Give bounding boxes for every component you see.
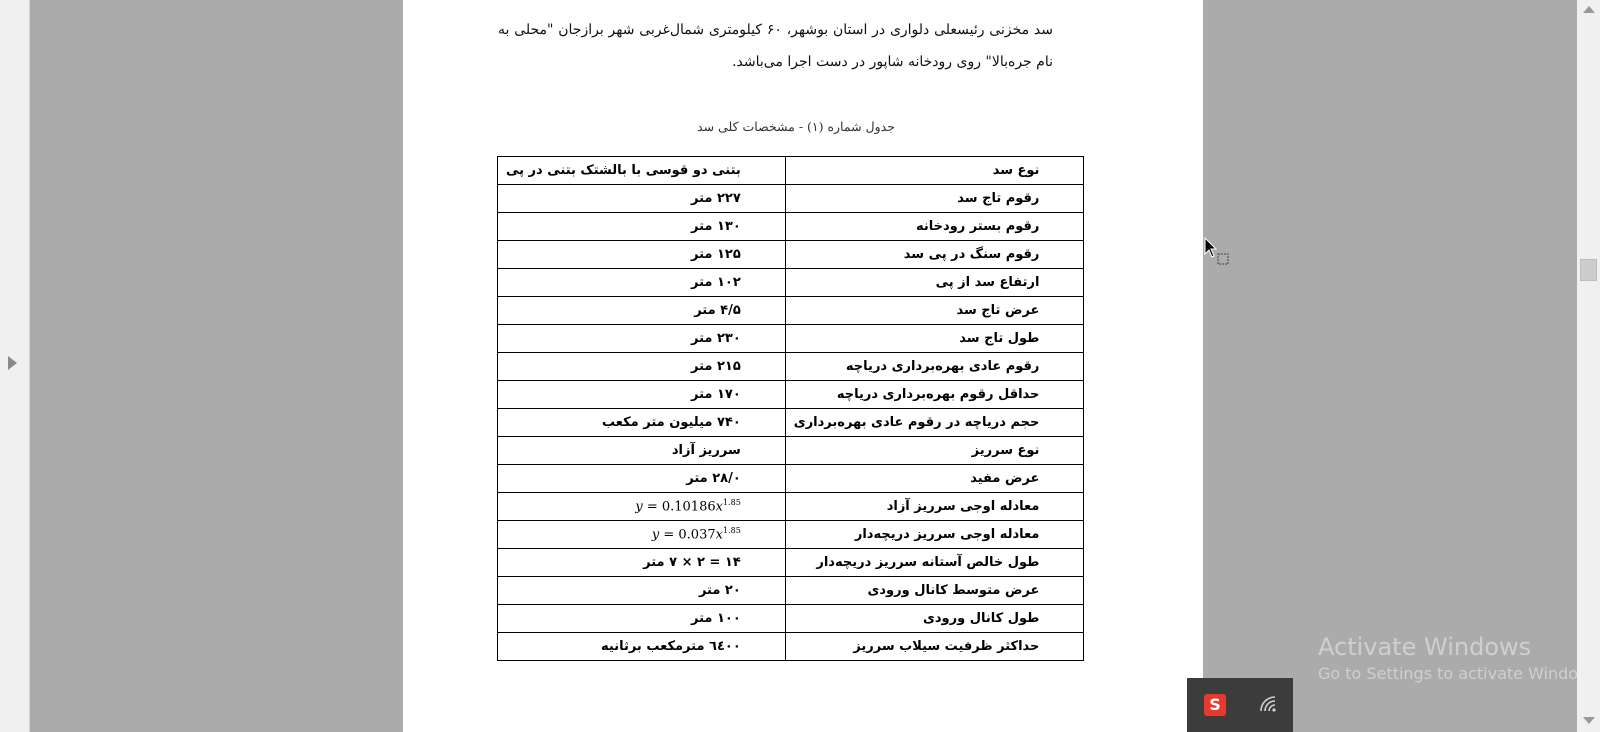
spec-label: عرض تاج سد [785, 297, 1084, 325]
system-tray-popup [1187, 678, 1293, 732]
scrollbar-thumb[interactable] [1580, 259, 1597, 281]
spec-value: ۲۰ متر [498, 577, 786, 605]
scroll-up-icon[interactable] [1583, 6, 1595, 13]
spec-value: ۱۰۰ متر [498, 605, 786, 633]
equation: $y = 0.10186x^{1.85}$ [635, 498, 741, 515]
spec-value: ۷۴۰ میلیون متر مکعب [498, 409, 786, 437]
spec-label: عرض متوسط کانال ورودی [785, 577, 1084, 605]
table-row [498, 241, 1084, 269]
spec-label: نوع سرریز [785, 437, 1084, 465]
spec-value: بتنی دو قوسی با بالشتک بتنی در پی [498, 157, 786, 185]
table-row [498, 549, 1084, 577]
expand-panel-icon[interactable] [8, 356, 17, 370]
document-page [403, 0, 1203, 732]
spec-value: سرریز آزاد [498, 437, 786, 465]
spec-equation [498, 521, 786, 549]
spec-value: ۱۰۲ متر [498, 269, 786, 297]
equation: $y = 0.037x^{1.85}$ [651, 526, 741, 543]
spec-label: رقوم تاج سد [785, 185, 1084, 213]
table-row [498, 633, 1084, 661]
table-row [498, 185, 1084, 213]
table-row [498, 213, 1084, 241]
spec-label: حجم دریاچه در رقوم عادی بهره‌برداری [785, 409, 1084, 437]
table-row [498, 409, 1084, 437]
spec-value: ۲۲۷ متر [498, 185, 786, 213]
spec-label: نوع سد [785, 157, 1084, 185]
left-panel [0, 0, 30, 732]
table-row [498, 381, 1084, 409]
spec-label: معادله اوجی سرریز دریچه‌دار [785, 521, 1084, 549]
table-row [498, 297, 1084, 325]
table-row [498, 577, 1084, 605]
spec-value: ۴/۵ متر [498, 297, 786, 325]
spec-label: حداقل رقوم بهره‌برداری دریاچه [785, 381, 1084, 409]
spec-value: ۲۳۰ متر [498, 325, 786, 353]
table-row [498, 437, 1084, 465]
spec-label: طول کانال ورودی [785, 605, 1084, 633]
table-row [498, 269, 1084, 297]
spec-value: ۱۲۵ متر [498, 241, 786, 269]
scroll-down-icon[interactable] [1583, 717, 1595, 724]
spec-value: ۱۷۰ متر [498, 381, 786, 409]
spec-label: رقوم بستر رودخانه [785, 213, 1084, 241]
table-row [498, 157, 1084, 185]
spec-label: رقوم سنگ در پی سد [785, 241, 1084, 269]
spec-label: معادله اوجی سرریز آزاد [785, 493, 1084, 521]
equation-exponent: 1.85 [722, 526, 741, 536]
spec-value: ۲۸/۰ متر [498, 465, 786, 493]
spec-label: عرض مفید [785, 465, 1084, 493]
activation-watermark [1318, 632, 1578, 686]
sogou-ime-icon[interactable]: S [1204, 694, 1226, 716]
equation-lhs: y [651, 527, 660, 543]
mouse-cursor-icon [1204, 237, 1230, 273]
spec-label: طول تاج سد [785, 325, 1084, 353]
spec-equation [498, 493, 786, 521]
spec-value: ۲۱۵ متر [498, 353, 786, 381]
dam-spec-table [497, 156, 1084, 661]
table-row [498, 353, 1084, 381]
equation-coefficient: 0.10186 [661, 499, 716, 515]
equation-exponent: 1.85 [722, 498, 741, 508]
table-row [498, 521, 1084, 549]
body-paragraph: سد مخزنی رئیسعلی دلواری در استان بوشهر، ۶۰ کیلومتری شمال‌غربی شهر برازجان "محلی به نام جره‌بالا" روی رودخانه شاپور در دست اجرا می‌باشد. [498, 22, 1053, 70]
watermark-title: Activate Windows [1318, 633, 1532, 661]
spec-label: حداکثر ظرفیت سیلاب سرریز [785, 633, 1084, 661]
spec-value: ۱۳۰ متر [498, 213, 786, 241]
spec-label: طول خالص آستانه سرریز دریچه‌دار [785, 549, 1084, 577]
watermark-subtitle: Go to Settings to activate Windo [1318, 664, 1579, 683]
table-row [498, 493, 1084, 521]
spec-value: ۱۴ = ۲ × ۷ متر [498, 549, 786, 577]
equation-lhs: y [635, 499, 643, 515]
spec-value: ٦٤۰۰ مترمکعب برثانیه [498, 633, 786, 661]
table-row [498, 325, 1084, 353]
wifi-icon[interactable] [1258, 694, 1278, 718]
equation-variable: x [715, 499, 723, 515]
table-caption: جدول شماره (۱) - مشخصات کلی سد [697, 119, 895, 134]
spec-label: رقوم عادی بهره‌برداری دریاچه [785, 353, 1084, 381]
spec-label: ارتفاع سد از پی [785, 269, 1084, 297]
equation-variable: x [715, 527, 723, 543]
equation-coefficient: 0.037 [678, 527, 716, 543]
table-row [498, 605, 1084, 633]
vertical-scrollbar[interactable] [1577, 0, 1600, 732]
table-row [498, 465, 1084, 493]
